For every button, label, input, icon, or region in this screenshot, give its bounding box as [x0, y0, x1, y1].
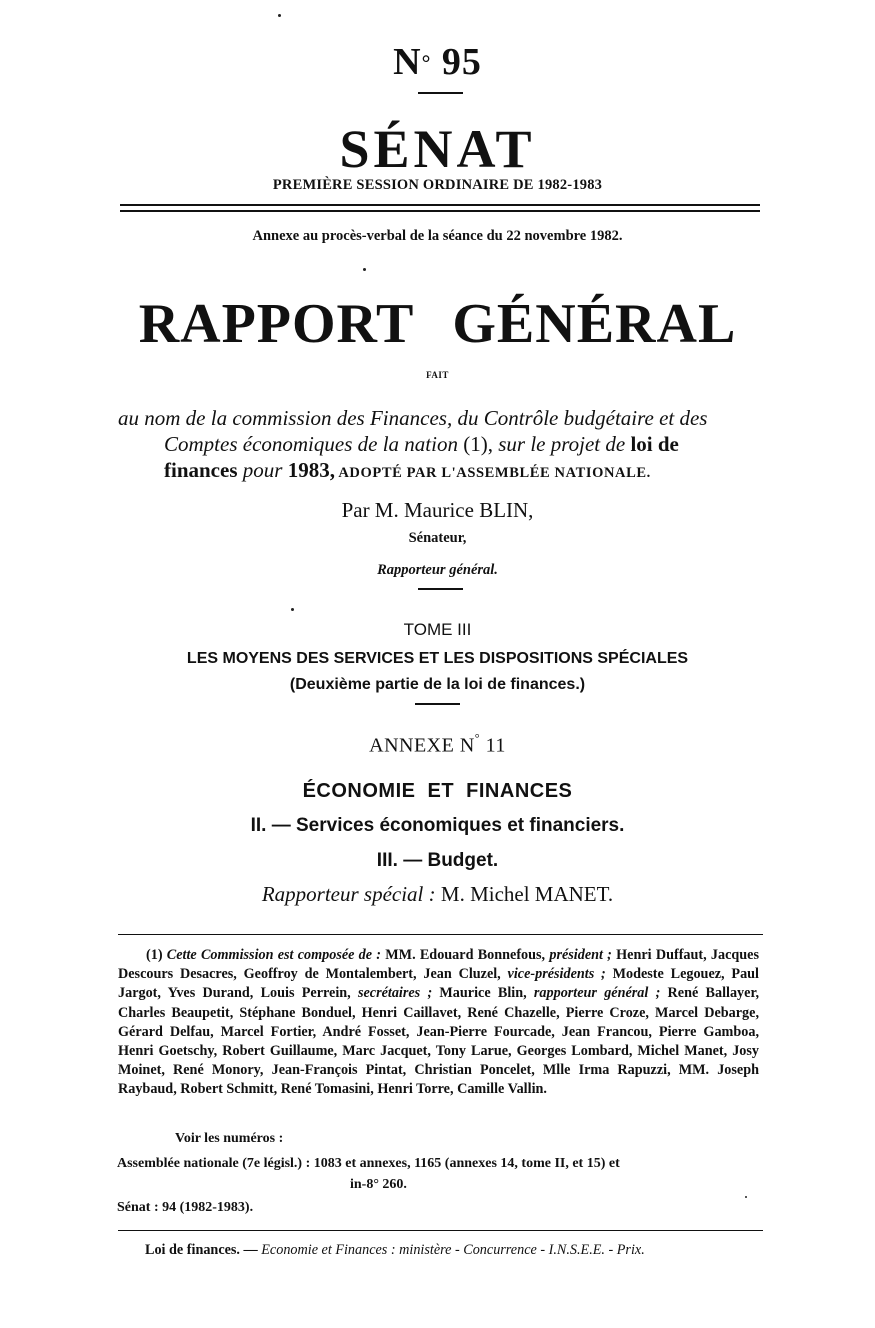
- author-line: Par M. Maurice BLIN,: [341, 498, 534, 522]
- commission-text: sur le projet de: [498, 432, 631, 456]
- rapporteur-label: Rapporteur spécial :: [261, 882, 436, 906]
- finances-bold: finances: [164, 458, 238, 482]
- double-rule-top: [120, 204, 760, 206]
- annexe-degree: °: [474, 731, 481, 745]
- senat-reference: Sénat : 94 (1982-1983).: [117, 1200, 254, 1215]
- fait-label: FAIT: [426, 370, 449, 380]
- divider-short: [418, 588, 463, 590]
- document-number: [0, 40, 875, 84]
- printer-dot: [745, 1196, 747, 1198]
- footnote-rule: [118, 934, 763, 935]
- double-rule-bottom: [120, 210, 760, 212]
- printer-dot: [363, 268, 366, 271]
- footnote-intro: Cette Commission est composée de :: [166, 947, 382, 963]
- printer-dot: [291, 608, 294, 611]
- number-degree: °: [421, 50, 432, 75]
- author-function: Rapporteur général.: [377, 562, 498, 578]
- commission-line-1: au nom de la commission des Finances, du Contrôle budgétaire et des: [118, 406, 708, 430]
- annexe-label: ANNEXE N: [369, 734, 475, 757]
- tome-subtitle: (Deuxième partie de la loi de finances.): [289, 676, 586, 693]
- adopted-text: ADOPTÉ PAR L'ASSEMBLÉE NATIONALE.: [334, 465, 651, 481]
- commission-line-2: [118, 431, 763, 457]
- footnote-ref: (1),: [457, 432, 499, 456]
- footnote-text: Henri Duffaut, Jacques Descours Desacres, Geoffroy de Montalembert, Jean Cluzel,: [118, 947, 759, 983]
- printer-dot: [278, 14, 281, 17]
- number-prefix: N: [393, 41, 422, 83]
- rapporteur-name: M. Michel MANET.: [435, 882, 614, 906]
- assemblee-reference: Assemblée nationale (7e législ.) : 1083 et annexes, 1165 (annexes 14, tome II, et 15) et: [117, 1156, 620, 1171]
- author-role: Sénateur,: [408, 530, 467, 546]
- tome-label: TOME III: [403, 620, 472, 639]
- footnote-role: secrétaires ;: [357, 985, 433, 1002]
- year-bold: 1983,: [287, 458, 335, 482]
- footnote-role: vice-présidents ;: [507, 966, 606, 983]
- session-line: PREMIÈRE SESSION ORDINAIRE DE 1982-1983: [272, 177, 603, 193]
- index-rule: [118, 1230, 763, 1231]
- section-services: II. — Services économiques et financiers.: [250, 815, 625, 836]
- footnote-text: René Ballayer, Charles Beaupetit, Stéphane Bonduel, Henri Caillavet, René Chazelle, Pierre Croze, Marcel Debarge, Gérard Delfau, Marcel Fortier, André Fosset, Jean-Pierre Fourcade, Jean Francou, Pierre Gamboa, Henri Goetschy, Robert Guillaume, Marc Jacquet, Tony Larue, Georges Lombard, Michel Manet, Josy Moinet, René Monory, Jean-François Pintat, Christian Poncelet, Mlle Irma Rapuzzi, MM. Joseph Raybaud, Robert Schmitt, René Tomasini, Henri Torre, Camille Vallin.: [118, 985, 759, 1098]
- index-keywords: Economie et Finances : ministère - Concurrence - I.N.S.E.E. - Prix.: [257, 1242, 645, 1258]
- see-numbers-label: Voir les numéros :: [175, 1131, 284, 1146]
- tome-title: LES MOYENS DES SERVICES ET LES DISPOSITIONS SPÉCIALES: [186, 650, 689, 667]
- footnote-marker: (1): [146, 947, 167, 963]
- commission-members-footnote: [118, 946, 759, 1100]
- footnote-text: MM. Edouard Bonnefous,: [381, 947, 550, 963]
- special-rapporteur: [0, 882, 875, 907]
- commission-text: Comptes économiques de la nation: [164, 432, 458, 456]
- assemblee-reference-cont: in-8° 260.: [350, 1177, 407, 1192]
- footnote-text: Maurice Blin,: [432, 985, 534, 1002]
- footnote-role: président ;: [549, 947, 612, 963]
- number-value: 95: [441, 41, 482, 83]
- chamber-title: SÉNAT: [339, 119, 536, 179]
- section-budget: III. — Budget.: [376, 850, 499, 871]
- proces-verbal-annex: Annexe au procès-verbal de la séance du 22 novembre 1982.: [252, 228, 623, 244]
- loi-bold: loi de: [630, 432, 679, 456]
- commission-text: pour: [237, 458, 288, 482]
- ministry-title: ÉCONOMIE ET FINANCES: [302, 780, 573, 802]
- index-lead: Loi de finances. —: [145, 1242, 258, 1258]
- index-line: [117, 1240, 762, 1260]
- footnote-text: Modeste Legouez, Paul Jargot, Yves Durand, Louis Perrein,: [118, 966, 759, 1002]
- divider-short: [418, 92, 463, 94]
- report-title: RAPPORT GÉNÉRAL: [138, 293, 737, 355]
- commission-paragraph: [118, 405, 763, 486]
- footnote-role: rapporteur général ;: [533, 985, 661, 1002]
- divider-short: [415, 703, 460, 705]
- commission-line-3: [118, 457, 763, 486]
- annexe-value: 11: [480, 734, 506, 757]
- annexe-number: [0, 733, 875, 758]
